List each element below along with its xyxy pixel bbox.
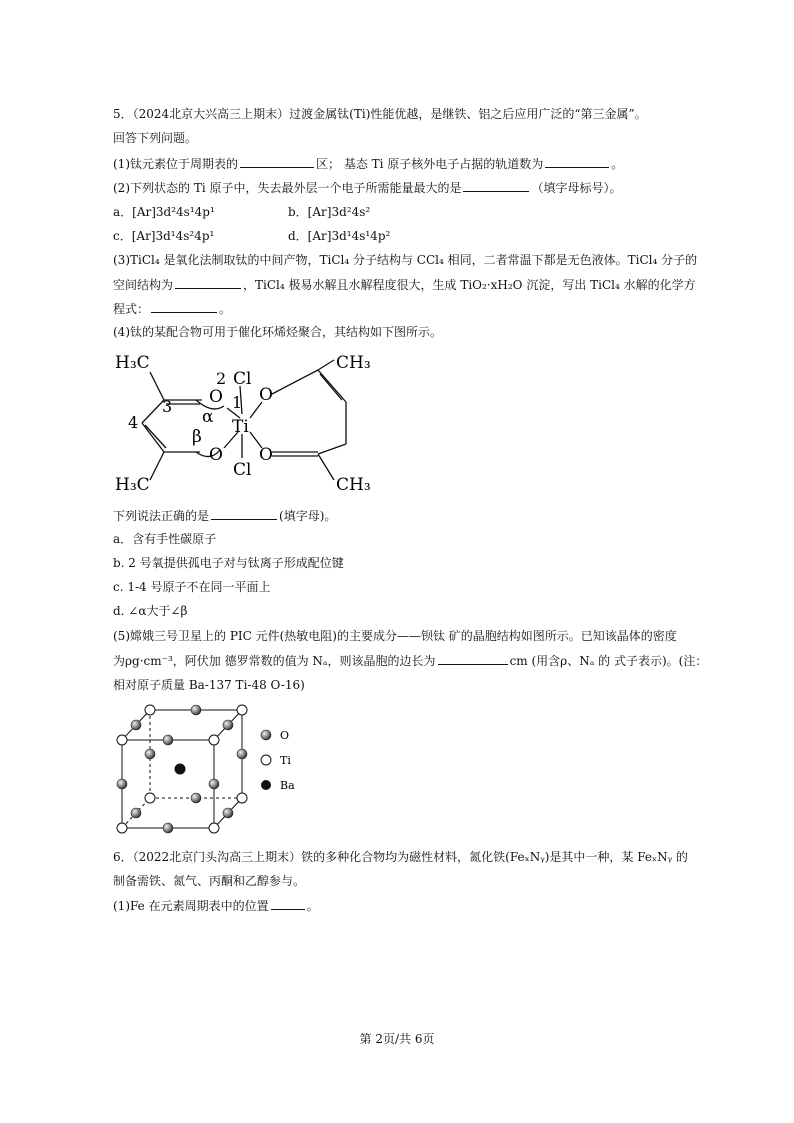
q6-line2: 制备需铁、氮气、丙酮和乙醇参与。: [113, 874, 306, 888]
q5-part3-line2: [113, 276, 696, 293]
structure-ch3-bottom: CH₃: [336, 475, 371, 495]
q5-part4-option-d: d. ∠α大于∠β: [113, 604, 188, 618]
q5-option-b: b．[Ar]3d²4s²: [288, 205, 371, 219]
q5-part3-text-d: 。: [219, 302, 232, 316]
q5-part4-option-c: c. 1-4 号原子不在同一平面上: [113, 580, 271, 594]
legend-ti-marker: [261, 755, 271, 765]
structure-o-top-right: O: [259, 385, 273, 405]
structure-o-top-left: O: [209, 387, 223, 407]
structure-number-4: 4: [128, 413, 139, 432]
legend-ti-label: Ti: [280, 754, 291, 767]
structure-number-1: 1: [232, 393, 243, 412]
ba-atom: [175, 764, 186, 775]
q5-part5-line2: [113, 652, 707, 669]
o-atom: [131, 720, 141, 730]
q5-part2: [113, 179, 622, 196]
q5-part4-option-b: b. 2 号氧提供孤电子对与钛离子形成配位键: [113, 556, 344, 570]
answer-blank-edge-length[interactable]: [438, 652, 508, 665]
structure-o-bottom-left: O: [209, 445, 223, 465]
o-atom: [223, 808, 233, 818]
structure-alpha: α: [202, 407, 214, 427]
structure-ti: Ti: [232, 417, 249, 437]
q5-option-d: d．[Ar]3d¹4s¹4p²: [288, 229, 391, 243]
q5-part4-question: [113, 507, 336, 524]
q6-line1: 6．（2022北京门头沟高三上期末）铁的多种化合物均为磁性材料，氮化铁(FeₓNᵧ)是其中一种，某 FeₓNᵧ 的: [113, 850, 688, 864]
structure-number-2: 2: [216, 369, 227, 388]
q5-option-c: c．[Ar]3d¹4s²4p¹: [113, 229, 215, 243]
ti-atom: [117, 823, 127, 833]
q5-intro: 回答下列问题。: [113, 131, 198, 145]
legend-o-marker: [261, 730, 271, 740]
page-footer: 第 2页/共 6页: [359, 1032, 435, 1046]
q5-part3-line3: [113, 300, 231, 317]
answer-blank-part2[interactable]: [463, 179, 529, 192]
structure-h3c-top: H₃C: [115, 353, 150, 373]
answer-blank-equation[interactable]: [151, 300, 217, 313]
o-atom: [145, 749, 155, 759]
legend-ba-marker: [261, 780, 271, 790]
ti-atom: [237, 793, 247, 803]
o-atom: [163, 823, 173, 833]
ti-atom: [145, 705, 155, 715]
answer-blank-shape[interactable]: [175, 276, 241, 289]
q5-part5-text-a: 为ρg·cm⁻³，阿伏加 德罗常数的值为 Nₐ，则该晶胞的边长为: [113, 654, 436, 668]
q5-part4-text-a: 下列说法正确的是: [113, 509, 210, 523]
q6-part1: [113, 897, 319, 914]
q5-part1-text-c: 。: [611, 157, 624, 171]
answer-blank-orbitals[interactable]: [545, 155, 609, 168]
titanium-complex-structure: [112, 348, 382, 498]
structure-beta: β: [192, 427, 202, 447]
q5-part2-text-a: (2)下列状态的 Ti 原子中，失去最外层一个电子所需能量最大的是: [113, 181, 462, 195]
structure-cl-bottom: Cl: [233, 460, 252, 480]
q5-part4-intro: (4)钛的某配合物可用于催化环烯烃聚合，其结构如下图所示。: [113, 325, 443, 339]
o-atom: [237, 749, 247, 759]
ti-atom: [209, 735, 219, 745]
q5-part1: [113, 155, 623, 172]
q5-part2-text-b: （填字母标号）。: [531, 181, 622, 195]
structure-cl-top: Cl: [233, 369, 252, 389]
q5-part1-text-b: 区； 基态 Ti 原子核外电子占据的轨道数为: [316, 157, 544, 171]
answer-blank-region[interactable]: [240, 155, 314, 168]
q6-part1-text-b: 。: [306, 899, 319, 913]
o-atom: [223, 720, 233, 730]
q5-part5-line1: (5)嫦娥三号卫星上的 PIC 元件(热敏电阻)的主要成分——钡钛 矿的晶胞结构如图所示。已知该晶体的密度: [113, 629, 677, 643]
o-atom: [163, 735, 173, 745]
q5-part4-text-b: (填字母)。: [279, 509, 337, 523]
o-atom: [191, 705, 201, 715]
structure-h3c-bottom: H₃C: [115, 475, 150, 495]
q5-part3-text-c: 程式：: [113, 302, 150, 316]
q5-part5-line3: 相对原子质量 Ba-137 Ti-48 O-16): [113, 678, 305, 692]
ti-atom: [145, 793, 155, 803]
q6-part1-text-a: (1)Fe 在元素周期表中的位置: [113, 899, 269, 913]
o-atom: [209, 779, 219, 789]
q5-part3-text-a: 空间结构为: [113, 278, 174, 292]
ti-atom: [237, 705, 247, 715]
q5-part5-text-b: cm (用含ρ、Nₐ 的 式子表示)。(注：: [509, 654, 708, 668]
q5-option-a: a．[Ar]3d²4s¹4p¹: [113, 205, 215, 219]
structure-number-3: 3: [162, 397, 173, 416]
ti-atom: [117, 735, 127, 745]
structure-ch3-top: CH₃: [336, 353, 371, 373]
answer-blank-fe-position[interactable]: [271, 897, 305, 910]
o-atom: [131, 808, 141, 818]
o-atom: [117, 779, 127, 789]
legend-ba-label: Ba: [280, 779, 295, 792]
structure-o-bottom-right: O: [259, 445, 273, 465]
q5-part1-text-a: (1)钛元素位于周期表的: [113, 157, 238, 171]
answer-blank-part4[interactable]: [211, 507, 277, 520]
perovskite-unit-cell: [110, 700, 310, 840]
q5-part4-option-a: a．含有手性碳原子: [113, 532, 217, 546]
q5-part3-line1: (3)TiCl₄ 是氧化法制取钛的中间产物，TiCl₄ 分子结构与 CCl₄ 相同，二者常温下都是无色液体。TiCl₄ 分子的: [113, 253, 698, 267]
ti-atom: [209, 823, 219, 833]
q5-title: 5．（2024北京大兴高三上期末）过渡金属钛(Ti)性能优越，是继铁、铝之后应用广泛的“第三金属”。: [113, 107, 647, 121]
q5-part3-text-b: ，TiCl₄ 极易水解且水解程度很大，生成 TiO₂·xH₂O 沉淀，写出 TiCl₄ 水解的化学方: [243, 278, 696, 292]
o-atom: [191, 793, 201, 803]
legend-o-label: O: [280, 729, 290, 742]
